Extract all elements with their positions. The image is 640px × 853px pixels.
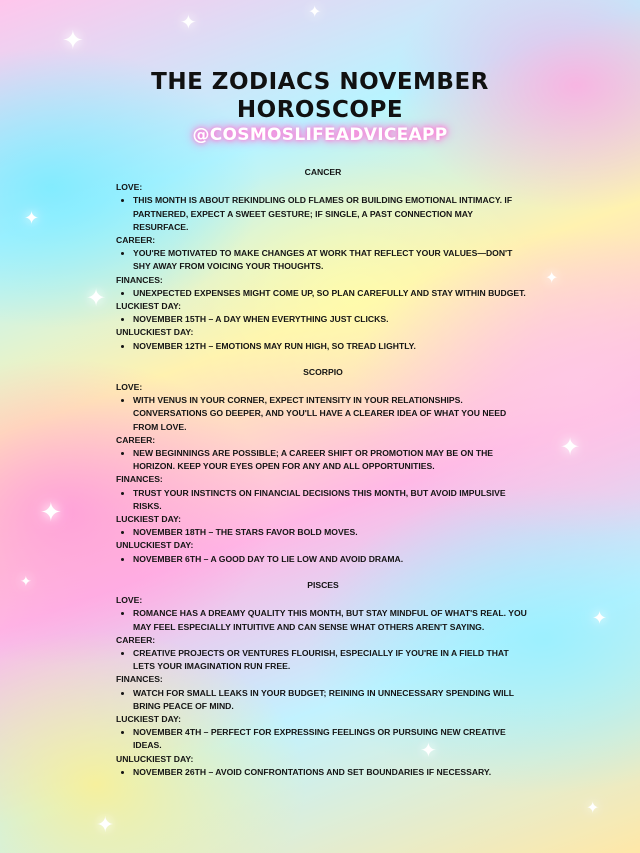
unluckiest-day-label: UNLUCKIEST DAY:	[116, 327, 194, 338]
sparkle-icon: ✦	[96, 813, 115, 838]
sparkle-icon: ✦	[86, 284, 107, 312]
love-text: • WITH VENUS IN YOUR CORNER, EXPECT INTENSITY IN YOUR RELATIONSHIPS. CONVERSATIONS GO DEEPER, AND YOU'LL HAVE A CLEARER IDEA OF WHAT YOU NEED FROM LOVE.	[133, 394, 530, 434]
sparkle-icon: ✦	[24, 208, 40, 229]
sparkle-icon: ✦	[20, 574, 32, 590]
finances-text: • UNEXPECTED EXPENSES MIGHT COME UP, SO PLAN CAREFULLY AND STAY WITHIN BUDGET.	[133, 287, 530, 300]
love-label: LOVE:	[116, 182, 143, 193]
finances-label: FINANCES:	[116, 474, 163, 485]
career-text: • CREATIVE PROJECTS OR VENTURES FLOURISH, ESPECIALLY IF YOU'RE IN A FIELD THAT LETS YOUR IMAGINATION RUN FREE.	[133, 647, 530, 673]
sign-section-cancer	[116, 166, 530, 353]
career-text: • YOU'RE MOTIVATED TO MAKE CHANGES AT WORK THAT REFLECT YOUR VALUES—DON'T SHY AWAY FROM VOICING YOUR THOUGHTS.	[133, 247, 530, 273]
love-label: LOVE:	[116, 382, 143, 393]
sign-name: SCORPIO	[303, 366, 343, 377]
love-label: LOVE:	[116, 595, 143, 606]
luckiest-day-text: • NOVEMBER 4TH – PERFECT FOR EXPRESSING FEELINGS OR PURSUING NEW CREATIVE IDEAS.	[133, 726, 530, 752]
sparkle-icon: ✦	[308, 2, 322, 21]
sparkle-icon: ✦	[586, 798, 600, 817]
account-handle: @COSMOSLIFEADVICEAPP	[192, 125, 448, 145]
sparkle-icon: ✦	[592, 608, 608, 629]
finances-text: • WATCH FOR SMALL LEAKS IN YOUR BUDGET; REINING IN UNNECESSARY SPENDING WILL BRING PEACE OF MIND.	[133, 687, 530, 713]
title-line-2: HOROSCOPE	[236, 97, 404, 123]
sign-section-pisces	[116, 579, 530, 779]
horoscope-content	[116, 166, 530, 792]
sign-name: PISCES	[307, 579, 339, 590]
career-label: CAREER:	[116, 434, 156, 445]
sign-name: CANCER	[304, 167, 342, 177]
finances-label: FINANCES:	[116, 274, 163, 285]
unluckiest-day-text: • NOVEMBER 26TH – AVOID CONFRONTATIONS AND SET BOUNDARIES IF NECESSARY.	[133, 766, 530, 779]
sparkle-icon: ✦	[420, 738, 437, 762]
career-label: CAREER:	[116, 634, 156, 645]
finances-text: • TRUST YOUR INSTINCTS ON FINANCIAL DECISIONS THIS MONTH, BUT AVOID IMPULSIVE RISKS.	[133, 487, 530, 513]
finances-label: FINANCES:	[116, 674, 163, 685]
career-text: • NEW BEGINNINGS ARE POSSIBLE; A CAREER SHIFT OR PROMOTION MAY BE ON THE HORIZON. KEEP YOUR EYES OPEN FOR ANY AND ALL OPPORTUNITIES.	[133, 447, 530, 473]
sparkle-icon: ✦	[560, 433, 581, 461]
luckiest-day-text: • NOVEMBER 15TH – A DAY WHEN EVERYTHING JUST CLICKS.	[133, 313, 530, 326]
luckiest-day-label: LUCKIEST DAY:	[116, 514, 181, 525]
unluckiest-day-label: UNLUCKIEST DAY:	[116, 753, 194, 764]
title-line-1: THE ZODIACS NOVEMBER	[151, 69, 489, 95]
career-label: CAREER:	[116, 235, 156, 246]
luckiest-day-label: LUCKIEST DAY:	[116, 301, 181, 312]
love-text: • ROMANCE HAS A DREAMY QUALITY THIS MONTH, BUT STAY MINDFUL OF WHAT'S REAL. YOU MAY FEEL ESPECIALLY INTUITIVE AND CAN SENSE WHAT OTHERS AREN'T SAYING.	[133, 607, 530, 633]
sparkle-icon: ✦	[180, 10, 197, 34]
page-title	[0, 68, 640, 124]
sparkle-icon: ✦	[62, 26, 84, 56]
love-text: • THIS MONTH IS ABOUT REKINDLING OLD FLAMES OR BUILDING EMOTIONAL INTIMACY. IF PARTNERED, EXPECT A SWEET GESTURE; IF SINGLE, A PAST CONNECTION MAY RESURFACE.	[133, 194, 530, 234]
unluckiest-day-text: • NOVEMBER 6TH – A GOOD DAY TO LIE LOW AND AVOID DRAMA.	[133, 553, 530, 566]
luckiest-day-text: • NOVEMBER 18TH – THE STARS FAVOR BOLD MOVES.	[133, 526, 530, 539]
sparkle-icon: ✦	[545, 268, 559, 287]
sparkle-icon: ✦	[40, 498, 62, 528]
sign-section-scorpio	[116, 366, 530, 566]
luckiest-day-label: LUCKIEST DAY:	[116, 713, 181, 724]
unluckiest-day-text: • NOVEMBER 12TH – EMOTIONS MAY RUN HIGH, SO TREAD LIGHTLY.	[133, 340, 530, 353]
unluckiest-day-label: UNLUCKIEST DAY:	[116, 540, 194, 551]
